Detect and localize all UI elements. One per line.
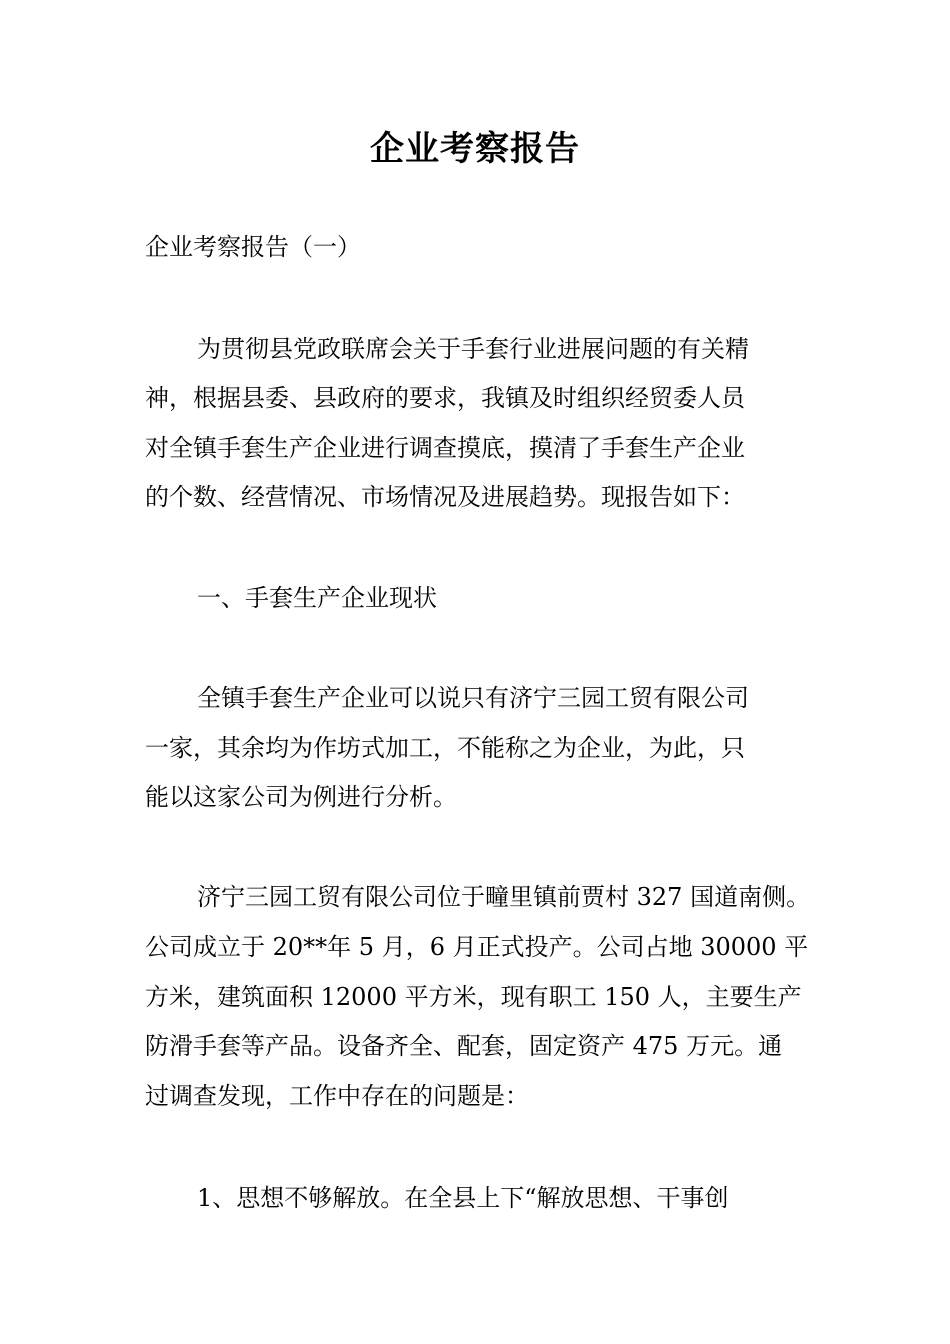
paragraph-1-line-2: 神，根据县委、县政府的要求，我镇及时组织经贸委人员 [145, 384, 745, 412]
paragraph-3-line-4: 防滑手套等产品。设备齐全、配套，固定资产 475 万元。通 [145, 1032, 783, 1060]
paragraph-2-line-2: 一家，其余均为作坊式加工，不能称之为企业，为此，只 [145, 734, 745, 762]
paragraph-2-line-1: 全镇手套生产企业可以说只有济宁三园工贸有限公司 [197, 684, 749, 712]
document-title: 企业考察报告 [370, 129, 580, 169]
paragraph-1-line-4: 的个数、经营情况、市场情况及进展趋势。现报告如下： [145, 483, 745, 511]
point-1-line-1: 1、思想不够解放。在全县上下“解放思想、干事创 [197, 1184, 729, 1212]
report-subtitle: 企业考察报告（一） [145, 233, 361, 261]
paragraph-3-line-5: 过调查发现，工作中存在的问题是： [145, 1082, 529, 1110]
paragraph-2-line-3: 能以这家公司为例进行分析。 [145, 783, 457, 811]
paragraph-1-line-3: 对全镇手套生产企业进行调查摸底，摸清了手套生产企业 [145, 434, 745, 462]
paragraph-3-line-2: 公司成立于 20**年 5 月，6 月正式投产。公司占地 30000 平 [145, 933, 809, 961]
paragraph-3-line-1: 济宁三园工贸有限公司位于疃里镇前贾村 327 国道南侧。 [197, 883, 811, 911]
section-1-heading: 一、手套生产企业现状 [197, 584, 437, 612]
paragraph-1-line-1: 为贯彻县党政联席会关于手套行业进展问题的有关精 [197, 335, 749, 363]
paragraph-3-line-3: 方米，建筑面积 12000 平方米，现有职工 150 人，主要生产 [145, 983, 802, 1011]
